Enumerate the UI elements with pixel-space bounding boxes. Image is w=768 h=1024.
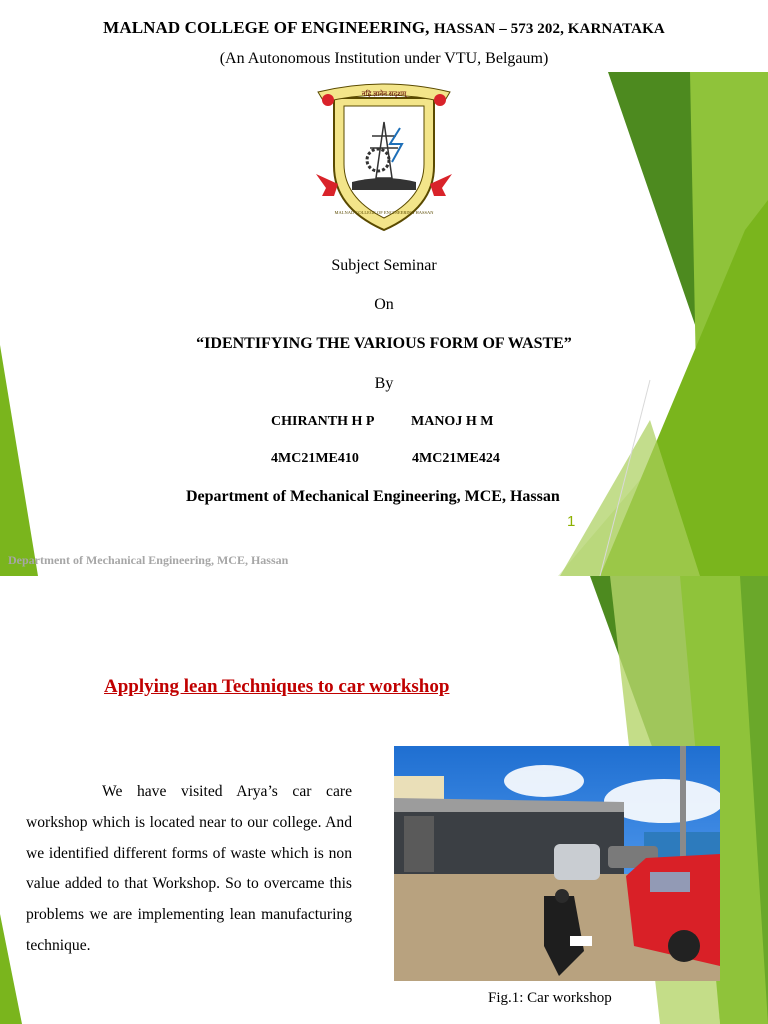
seminar-topic: “IDENTIFYING THE VARIOUS FORM OF WASTE” xyxy=(196,335,572,352)
institution-subtitle: (An Autonomous Institution under VTU, Belgaum) xyxy=(219,50,549,67)
institution-location: HASSAN – 573 202, KARNATAKA xyxy=(433,21,665,37)
svg-text:MALNAD COLLEGE OF ENGINEERING: MALNAD COLLEGE OF ENGINEERING HASSAN xyxy=(334,210,434,215)
paragraph-text: We have visited Arya’s car care workshop which is located near to our college. And we identified different forms of waste which is non value added to that Workshop. So to overcame this problems we are implementing lean manufacturing technique. xyxy=(26,783,352,954)
left-green-shard-2 xyxy=(0,914,22,1024)
on-label: On xyxy=(374,296,394,313)
right-scroll-end xyxy=(434,94,446,106)
author-name-1: CHIRANTH H P xyxy=(271,414,375,429)
institution-header xyxy=(0,18,768,38)
by-label: By xyxy=(374,375,394,392)
department-name: Department of Mechanical Engineering, MCE, Hassan xyxy=(186,488,560,505)
slide-number: 1 xyxy=(567,513,576,530)
author-usn-1: 4MC21ME410 xyxy=(271,451,359,466)
seminar-label: Subject Seminar xyxy=(331,257,437,274)
figure-caption: Fig.1: Car workshop xyxy=(488,990,612,1006)
svg-text:नहि ज्ञानेन सदृशम्: नहि ज्ञानेन सदृशम् xyxy=(361,90,407,98)
author-usn-2: 4MC21ME424 xyxy=(412,451,500,466)
workshop-paragraph xyxy=(26,777,352,962)
slide-title: Applying lean Techniques to car workshop xyxy=(104,676,450,697)
car-workshop-photo xyxy=(394,746,720,981)
college-emblem xyxy=(316,78,452,234)
institution-name: MALNAD COLLEGE OF ENGINEERING, xyxy=(103,18,430,37)
author-name-2: MANOJ H M xyxy=(411,414,494,429)
left-scroll-end xyxy=(322,94,334,106)
slide-footer: Department of Mechanical Engineering, MCE, Hassan xyxy=(8,553,289,567)
